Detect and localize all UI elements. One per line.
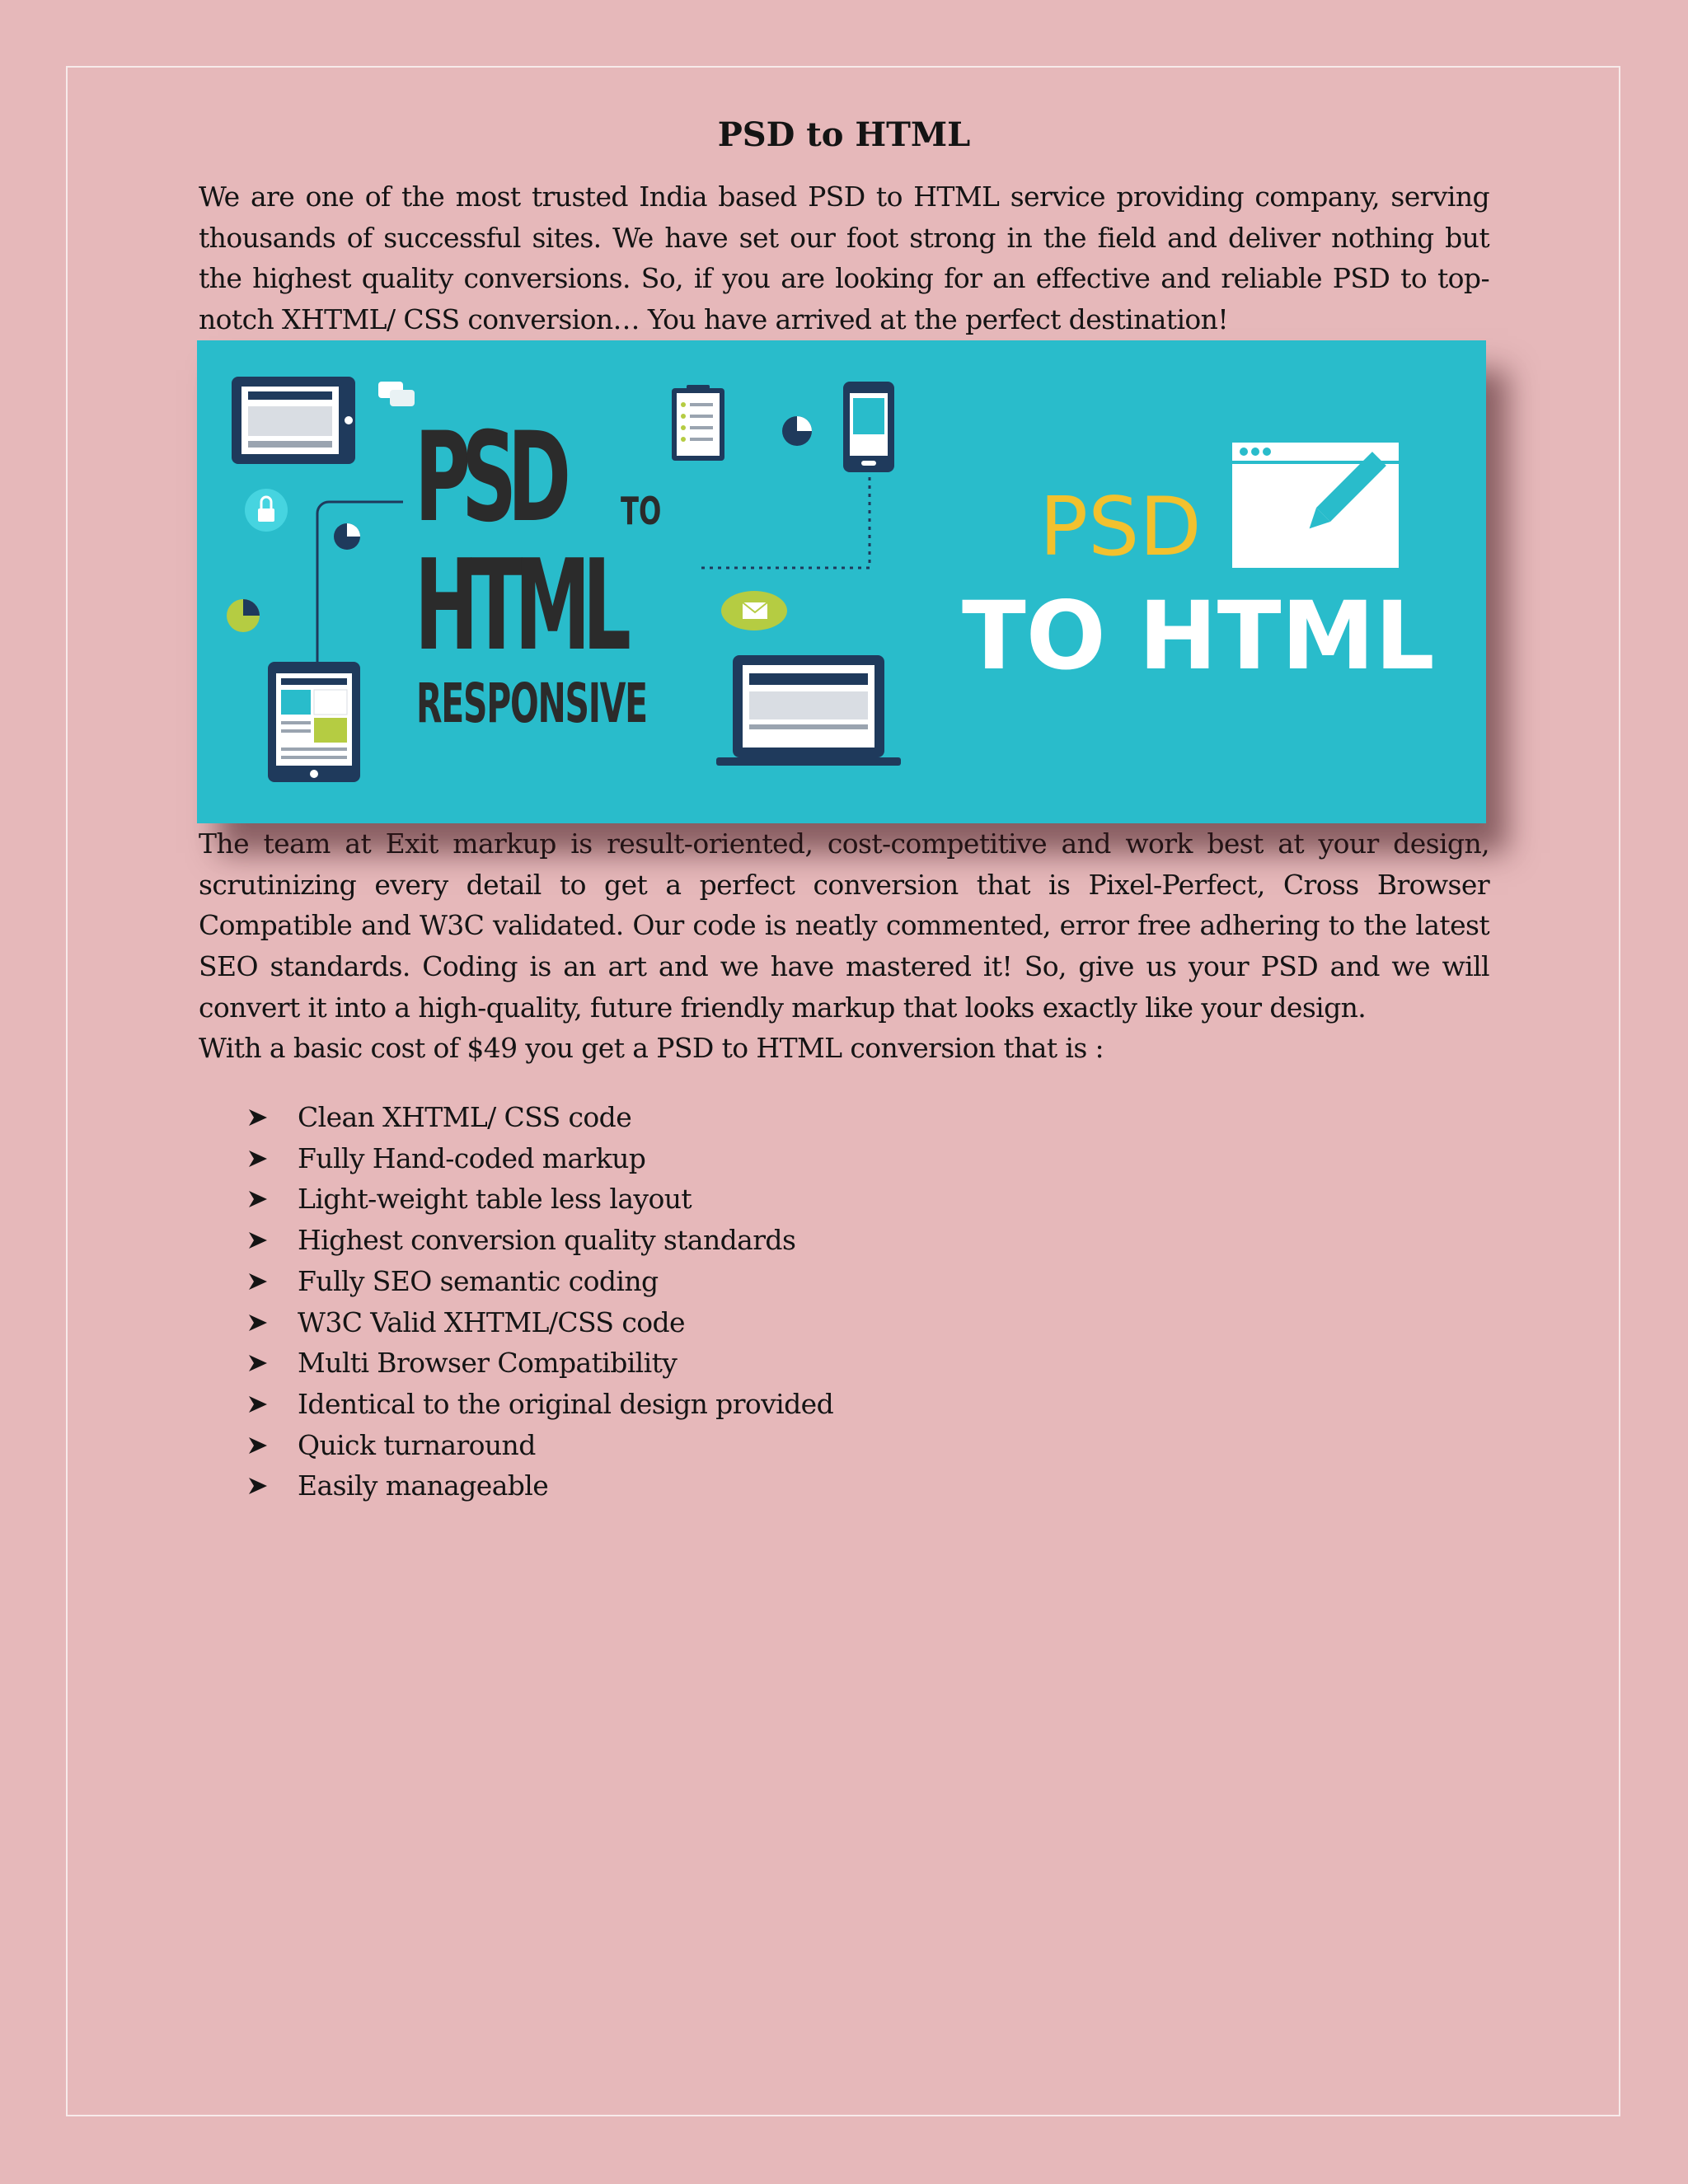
pie-chart-icon xyxy=(227,599,260,632)
feature-list-item xyxy=(199,1179,1489,1220)
banner-responsive-label: RESPONSIVE xyxy=(416,671,647,735)
pie-chart-icon xyxy=(782,416,812,446)
arrow-bullet-icon xyxy=(248,1477,268,1495)
banner-right-psd-label: PSD xyxy=(1039,480,1202,574)
arrow-bullet-icon xyxy=(248,1436,268,1455)
arrow-bullet-icon xyxy=(248,1272,268,1291)
feature-text: Identical to the original design provided xyxy=(298,1387,834,1420)
banner-psd-label: PSD xyxy=(415,405,562,550)
feature-list-item xyxy=(199,1097,1489,1138)
page-title: PSD to HTML xyxy=(717,115,971,154)
feature-list-item xyxy=(199,1138,1489,1179)
banner-html-label: HTML xyxy=(415,532,624,678)
arrow-bullet-icon xyxy=(248,1314,268,1332)
feature-text: Light-weight table less layout xyxy=(298,1183,692,1216)
feature-text: Easily manageable xyxy=(298,1469,549,1502)
feature-text: W3C Valid XHTML/CSS code xyxy=(298,1305,685,1338)
arrow-bullet-icon xyxy=(248,1108,268,1127)
intro-paragraph: We are one of the most trusted India based PSD to HTML service providing company, serving thousands of successful sites. We have set our foot strong in the field and deliver nothing but the highest quality conversions. So, if you are looking for an effective and reliable PSD to top-notch XHTML/ CSS conversion… You have arrived at the perfect destination! xyxy=(199,180,1489,336)
body-paragraph: The team at Exit markup is result-oriented, cost-competitive and work best at your design, scrutinizing every detail to get a perfect conversion that is Pixel-Perfect, Cross Browser Compatible and W3C validated. Our code is neatly commented, error free adhering to the latest SEO standards. Coding is an art and we have mastered it! So, give us your PSD and we will convert it into a high-quality, future friendly markup that looks exactly like your design. xyxy=(199,827,1489,1024)
arrow-bullet-icon xyxy=(248,1395,268,1413)
feature-list-item xyxy=(199,1220,1489,1261)
arrow-bullet-icon xyxy=(248,1190,268,1208)
feature-text: Fully Hand-coded markup xyxy=(298,1141,646,1174)
feature-list-item xyxy=(199,1465,1489,1507)
tablet-icon xyxy=(268,662,360,782)
arrow-bullet-icon xyxy=(248,1354,268,1372)
clipboard-icon xyxy=(672,385,724,461)
feature-list-item xyxy=(199,1302,1489,1343)
lock-bubble-icon xyxy=(245,489,288,532)
feature-text: Quick turnaround xyxy=(298,1428,536,1461)
feature-list-item xyxy=(199,1343,1489,1384)
feature-list-item xyxy=(199,1384,1489,1425)
feature-list-item xyxy=(199,1425,1489,1466)
laptop-icon xyxy=(716,655,901,766)
tablet-icon xyxy=(232,377,355,464)
browser-pencil-icon xyxy=(1232,443,1399,568)
feature-list-item xyxy=(199,1261,1489,1302)
banner-right-to-html-label: TO HTML xyxy=(962,580,1435,691)
chat-icon xyxy=(378,382,415,406)
document-content xyxy=(199,109,1489,1507)
arrow-bullet-icon xyxy=(248,1231,268,1249)
cost-paragraph: With a basic cost of $49 you get a PSD to HTML conversion that is : xyxy=(199,1032,1104,1065)
feature-text: Highest conversion quality standards xyxy=(298,1224,796,1257)
feature-list xyxy=(199,1097,1489,1507)
smartphone-icon xyxy=(843,382,894,472)
banner-to-label: TO xyxy=(621,488,662,533)
feature-text: Clean XHTML/ CSS code xyxy=(298,1101,632,1134)
feature-text: Multi Browser Compatibility xyxy=(298,1347,678,1380)
mail-bubble-icon xyxy=(721,591,787,630)
arrow-bullet-icon xyxy=(248,1150,268,1168)
feature-text: Fully SEO semantic coding xyxy=(298,1264,659,1297)
psd-to-html-banner xyxy=(197,340,1486,823)
